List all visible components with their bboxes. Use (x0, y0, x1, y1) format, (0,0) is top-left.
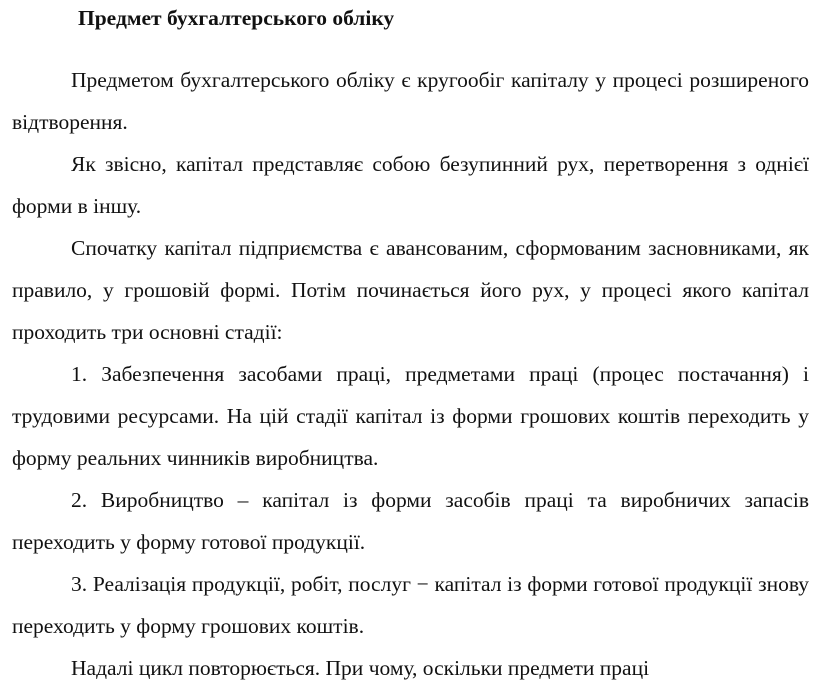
document-body (12, 59, 809, 689)
paragraph-cycle-repeats: Надалі цикл повторюється. При чому, оскільки предмети праці (71, 656, 650, 680)
paragraph-capital-stages-intro: Спочатку капітал підприємства є авансованим, сформованим засновниками, як правило, у грошовій формі. Потім починається його рух, у процесі якого капітал проходить три основні стадії: (12, 236, 809, 344)
paragraph-stage-production: 2. Виробництво – капітал із форми засобів праці та виробничих запасів переходить у форму готової продукції. (12, 488, 809, 554)
paragraph-subject-definition: Предметом бухгалтерського обліку є кругообіг капіталу у процесі розширеного відтворення. (12, 68, 809, 134)
document-title: Предмет бухгалтерського обліку (78, 6, 395, 30)
paragraph-stage-sales: 3. Реалізація продукції, робіт, послуг − капітал із форми готової продукції знову переходить у форму грошових коштів. (12, 572, 809, 638)
paragraph-capital-movement: Як звісно, капітал представляє собою безупинний рух, перетворення з однієї форми в іншу. (12, 152, 809, 218)
paragraph-stage-supply: 1. Забезпечення засобами праці, предметами праці (процес постачання) і трудовими ресурсами. На цій стадії капітал із форми грошових коштів переходить у форму реальних чинників виробництва. (12, 362, 809, 470)
